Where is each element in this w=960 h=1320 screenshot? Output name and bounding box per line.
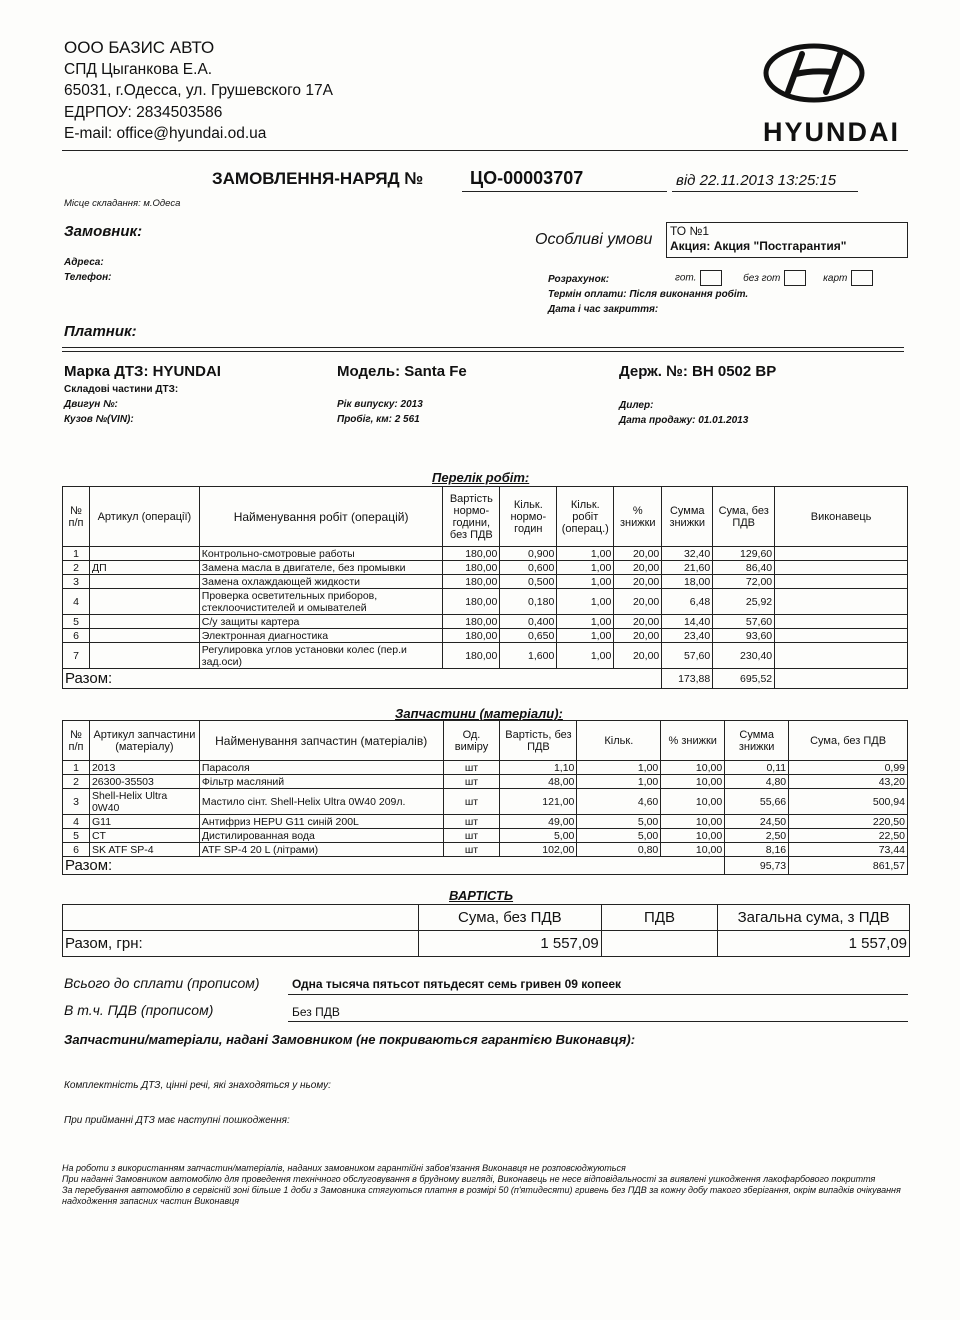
parts-row — [63, 789, 908, 815]
works-row-cell — [89, 589, 199, 615]
works-header-row — [63, 487, 908, 547]
works-row-cell — [775, 629, 908, 643]
parts-total-label: Разом: — [63, 857, 725, 875]
works-row-cell: 20,00 — [614, 561, 662, 575]
hyundai-logo — [752, 40, 902, 147]
parts-row — [63, 843, 908, 857]
parts-header-row — [63, 721, 908, 761]
company-name: ООО БАЗИС АВТО — [64, 38, 215, 57]
parts-header: Артикул запчастини (матеріалу) — [89, 721, 199, 761]
brand-name: HYUNDAI — [762, 117, 900, 147]
parts-row-cell: 26300-35503 — [89, 775, 199, 789]
works-row-cell: 180,00 — [443, 547, 500, 561]
vat-words-text: Без ПДВ — [292, 1005, 340, 1019]
cost-row — [63, 931, 910, 957]
parts-header: № п/п — [63, 721, 90, 761]
footer-note-3: За перебування автомобілю в сервісній зоні більше 1 доби з Замовника стягуються платня в розмірі 50 (п'ятидесяти) гривень без ПДВ за кожну добу такого зберігання, окрім випадків очікування надходження запасних частин Виконавця — [62, 1185, 901, 1206]
order-number-underline — [462, 191, 667, 192]
order-date-underline — [672, 191, 858, 192]
cost-title: ВАРТІСТЬ — [449, 888, 514, 903]
works-row-cell: 0,180 — [500, 589, 557, 615]
parts-row-cell: 55,66 — [725, 789, 789, 815]
works-row-cell: 25,92 — [713, 589, 775, 615]
works-title: Перелік робіт: — [432, 470, 530, 485]
parts-row-cell: 5,00 — [577, 829, 661, 843]
parts-row-cell: 5,00 — [577, 815, 661, 829]
works-row-cell: 86,40 — [713, 561, 775, 575]
vehicle-vin: Кузов №(VIN): — [64, 414, 134, 425]
works-row-cell: 6,48 — [662, 589, 713, 615]
works-row-cell — [89, 547, 199, 561]
parts-row-cell: шт — [443, 815, 500, 829]
parts-header: % знижки — [661, 721, 725, 761]
parts-row-cell: ATF SP-4 20 L (літрами) — [199, 843, 443, 857]
works-row-cell: 1,00 — [557, 575, 614, 589]
works-row-cell: 0,600 — [500, 561, 557, 575]
works-row — [63, 615, 908, 629]
phone-label: Телефон: — [64, 272, 112, 283]
parts-title: Запчастини (матеріали): — [395, 706, 563, 721]
parts-row-cell: 1,10 — [500, 761, 577, 775]
works-row-cell: 1,00 — [557, 629, 614, 643]
cost-header-total: Загальна сума, з ПДВ — [718, 905, 910, 931]
works-row-cell: 2 — [63, 561, 90, 575]
works-row-cell: 1,00 — [557, 561, 614, 575]
company-edrpou: ЕДРПОУ: 2834503586 — [64, 103, 223, 121]
cost-table — [62, 904, 910, 957]
parts-row-cell: 22,50 — [789, 829, 908, 843]
works-row-cell: 0,500 — [500, 575, 557, 589]
works-row-cell: Контрольно-смотровые работы — [199, 547, 443, 561]
parts-row-cell: 2,50 — [725, 829, 789, 843]
conditions-line2: Акция: Акция "Постгарантия" — [670, 239, 847, 253]
works-row-cell: С/у защиты картера — [199, 615, 443, 629]
works-row-cell: 93,60 — [713, 629, 775, 643]
works-row-cell: 180,00 — [443, 575, 500, 589]
parts-total-discount: 95,73 — [725, 857, 789, 875]
parts-row-cell: 5 — [63, 829, 90, 843]
parts-row-cell: 6 — [63, 843, 90, 857]
vehicle-sale-date: Дата продажу: 01.01.2013 — [619, 415, 749, 426]
card-label: карт — [823, 272, 848, 284]
payment-term: Термін оплати: Після виконання робіт. — [548, 289, 749, 300]
works-row-cell: 20,00 — [614, 575, 662, 589]
company-person: СПД Цыганкова Е.А. — [64, 60, 213, 78]
works-row — [63, 575, 908, 589]
parts-row-cell: 2 — [63, 775, 90, 789]
cost-header-sum: Сума, без ПДВ — [418, 905, 601, 931]
works-row-cell: 20,00 — [614, 589, 662, 615]
cost-sum: 1 557,09 — [418, 931, 601, 957]
works-header: Вартість нормо-години, без ПДВ — [443, 487, 500, 547]
works-row-cell: 0,400 — [500, 615, 557, 629]
footer-note-1: На роботи з використанням запчастин/матеріалів, наданих замовником гарантійні забов'язання Виконавця не розповсюджуються — [62, 1163, 626, 1173]
payment-options — [675, 270, 873, 286]
parts-row-cell: 10,00 — [661, 829, 725, 843]
works-row-cell: 20,00 — [614, 629, 662, 643]
parts-row-cell: 1,00 — [577, 775, 661, 789]
works-header: Виконавець — [775, 487, 908, 547]
works-row-cell: 180,00 — [443, 561, 500, 575]
company-address: 65031, г.Одесса, ул. Грушевского 17А — [64, 82, 333, 99]
works-row-cell: 3 — [63, 575, 90, 589]
works-row-cell: 23,40 — [662, 629, 713, 643]
works-row-cell: 1,600 — [500, 643, 557, 669]
works-row-cell: 6 — [63, 629, 90, 643]
parts-row-cell: 4,60 — [577, 789, 661, 815]
works-header: Артикул (операції) — [89, 487, 199, 547]
parts-header: Кільк. — [577, 721, 661, 761]
noncash-checkbox[interactable] — [784, 270, 806, 286]
parts-total-sum: 861,57 — [789, 857, 908, 875]
parts-row-cell: Антифриз HEPU G11 синій 200L — [199, 815, 443, 829]
parts-row-cell: 8,16 — [725, 843, 789, 857]
works-row-cell — [775, 575, 908, 589]
parts-table — [62, 720, 908, 875]
parts-row-cell: Дистилированная вода — [199, 829, 443, 843]
works-row-cell: 1 — [63, 547, 90, 561]
vehicle-mileage: Пробіг, км: 2 561 — [337, 414, 420, 425]
vehicle-divider-1 — [62, 347, 904, 348]
works-row-cell: 18,00 — [662, 575, 713, 589]
parts-header: Сума, без ПДВ — [789, 721, 908, 761]
parts-row-cell: 10,00 — [661, 789, 725, 815]
works-row-cell: 180,00 — [443, 629, 500, 643]
parts-row-cell: шт — [443, 829, 500, 843]
works-header: Кільк. нормо-годин — [500, 487, 557, 547]
works-row-cell: 5 — [63, 615, 90, 629]
works-header: Найменування робіт (операцій) — [199, 487, 443, 547]
parts-header: Сумма знижки — [725, 721, 789, 761]
cost-header-row — [63, 905, 910, 931]
parts-row-cell: шт — [443, 775, 500, 789]
parts-row-cell: 500,94 — [789, 789, 908, 815]
cost-total: 1 557,09 — [718, 931, 910, 957]
parts-row-cell: шт — [443, 761, 500, 775]
works-row-cell: Замена охлаждающей жидкости — [199, 575, 443, 589]
parts-row-cell: CT — [89, 829, 199, 843]
parts-row-cell: 0,80 — [577, 843, 661, 857]
works-row — [63, 589, 908, 615]
parts-row-cell: 121,00 — [500, 789, 577, 815]
parts-header: Од. виміру — [443, 721, 500, 761]
works-row-cell: 1,00 — [557, 547, 614, 561]
payer-label: Платник: — [64, 323, 137, 340]
order-date: від 22.11.2013 13:25:15 — [676, 172, 837, 189]
company-email: E-mail: office@hyundai.od.ua — [64, 125, 267, 142]
works-row-cell: 180,00 — [443, 643, 500, 669]
cost-header-empty — [63, 905, 419, 931]
company-info — [64, 37, 333, 145]
works-row — [63, 561, 908, 575]
works-row-cell: Проверка осветительных приборов, стеклоочистителей и омывателей — [199, 589, 443, 615]
works-row-cell: Замена масла в двигателе, без промывки — [199, 561, 443, 575]
address-label: Адреса: — [64, 257, 104, 268]
parts-row-cell: 0,11 — [725, 761, 789, 775]
parts-row-cell: 10,00 — [661, 761, 725, 775]
close-datetime: Дата і час закриття: — [548, 304, 659, 315]
completeness-note: Комплектність ДТЗ, цінні речі, які знаходяться у ньому: — [64, 1080, 331, 1091]
vehicle-parts: Складові частини ДТЗ: — [64, 384, 179, 395]
parts-row-cell: SK ATF SP-4 — [89, 843, 199, 857]
cash-checkbox[interactable] — [700, 270, 722, 286]
works-row-cell: 32,40 — [662, 547, 713, 561]
works-row-cell: 180,00 — [443, 589, 500, 615]
total-words-label: Всього до сплати (прописом) — [64, 975, 260, 991]
works-row — [63, 547, 908, 561]
works-header: % знижки — [614, 487, 662, 547]
works-row — [63, 643, 908, 669]
parts-header: Найменування запчастин (матеріалів) — [199, 721, 443, 761]
vehicle-model: Модель: Santa Fe — [337, 363, 467, 380]
works-row-cell — [89, 643, 199, 669]
works-row-cell: 14,40 — [662, 615, 713, 629]
parts-row-cell: 10,00 — [661, 775, 725, 789]
works-total-label: Разом: — [63, 669, 662, 689]
works-total-discount: 173,88 — [662, 669, 713, 689]
vat-words-underline — [288, 1021, 908, 1022]
cost-header-vat: ПДВ — [601, 905, 718, 931]
parts-row — [63, 829, 908, 843]
parts-row-cell: 102,00 — [500, 843, 577, 857]
parts-header: Вартість, без ПДВ — [500, 721, 577, 761]
total-words-text: Одна тысяча пятьсот пятьдесят семь гривен 09 копеек — [292, 977, 622, 991]
card-checkbox[interactable] — [851, 270, 873, 286]
conditions-label: Особливі умови — [535, 231, 653, 248]
vehicle-year: Рік випуску: 2013 — [337, 399, 423, 410]
parts-row-cell: 1,00 — [577, 761, 661, 775]
parts-row-cell: Мастило сінт. Shell-Helix Ultra 0W40 209л. — [199, 789, 443, 815]
conditions-line1: ТО №1 — [670, 224, 710, 238]
parts-row-cell: шт — [443, 789, 500, 815]
works-row — [63, 629, 908, 643]
works-row-cell: 20,00 — [614, 547, 662, 561]
footer-notes — [62, 1163, 902, 1207]
parts-row — [63, 761, 908, 775]
parts-row-cell: 1 — [63, 761, 90, 775]
works-row-cell: 1,00 — [557, 589, 614, 615]
works-row-cell: 57,60 — [662, 643, 713, 669]
total-words-underline — [288, 994, 908, 995]
payment-label: Розрахунок: — [548, 274, 610, 285]
works-row-cell: 1,00 — [557, 643, 614, 669]
cash-label: гот. — [675, 272, 697, 284]
header-divider — [62, 150, 908, 151]
works-row-cell: 0,900 — [500, 547, 557, 561]
works-table — [62, 486, 908, 689]
order-place: Місце складання: м.Одеса — [64, 198, 181, 209]
works-row-cell — [775, 615, 908, 629]
order-title: ЗАМОВЛЕННЯ-НАРЯД № — [212, 169, 424, 188]
cost-vat — [601, 931, 718, 957]
works-row-cell: 7 — [63, 643, 90, 669]
order-number: ЦО-00003707 — [470, 168, 584, 188]
vat-words-label: В т.ч. ПДВ (прописом) — [64, 1002, 214, 1018]
parts-row-cell: 10,00 — [661, 843, 725, 857]
parts-row-cell: 24,50 — [725, 815, 789, 829]
works-header: № п/п — [63, 487, 90, 547]
vehicle-dealer: Дилер: — [619, 400, 654, 411]
works-row-cell: 20,00 — [614, 615, 662, 629]
works-row-cell: 129,60 — [713, 547, 775, 561]
works-total-sum: 695,52 — [713, 669, 775, 689]
works-row-cell — [775, 589, 908, 615]
vehicle-plate: Держ. №: ВН 0502 ВР — [619, 363, 777, 380]
works-row-cell: 230,40 — [713, 643, 775, 669]
works-row-cell — [775, 547, 908, 561]
parts-row-cell: Парасоля — [199, 761, 443, 775]
footer-note-2: При наданні Замовником автомобілю для проведення технічного обслуговування в брудному вигляді, Виконавець не несе відповідальності за виявлені ушкодження лакофарбового покриття — [62, 1174, 876, 1184]
cost-row-label: Разом, грн: — [63, 931, 419, 957]
hyundai-emblem-icon — [752, 40, 902, 110]
works-row-cell — [775, 643, 908, 669]
vehicle-divider-2 — [62, 351, 904, 352]
works-header: Сума, без ПДВ — [713, 487, 775, 547]
parts-row-cell: 2013 — [89, 761, 199, 775]
works-row-cell — [89, 615, 199, 629]
parts-row-cell: 220,50 — [789, 815, 908, 829]
parts-row-cell: 48,00 — [500, 775, 577, 789]
parts-total-row — [63, 857, 908, 875]
conditions-box — [666, 222, 908, 258]
works-row-cell — [89, 629, 199, 643]
parts-row-cell: 5,00 — [500, 829, 577, 843]
works-header: Сумма знижки — [662, 487, 713, 547]
noncash-label: без гот — [743, 272, 781, 284]
parts-row — [63, 775, 908, 789]
damages-note: При прийманні ДТЗ має наступні пошкодження: — [64, 1115, 290, 1126]
parts-row-cell: 4,80 — [725, 775, 789, 789]
parts-row-cell: G11 — [89, 815, 199, 829]
parts-row — [63, 815, 908, 829]
works-row-cell — [775, 561, 908, 575]
works-row-cell: Регулировка углов установки колес (пер.и зад.оси) — [199, 643, 443, 669]
works-row-cell: 72,00 — [713, 575, 775, 589]
works-row-cell: 1,00 — [557, 615, 614, 629]
works-row-cell — [89, 575, 199, 589]
parts-row-cell: 73,44 — [789, 843, 908, 857]
vehicle-make: Марка ДТЗ: HYUNDAI — [64, 363, 221, 380]
works-total-row — [63, 669, 908, 689]
parts-row-cell: 49,00 — [500, 815, 577, 829]
parts-row-cell: 3 — [63, 789, 90, 815]
vehicle-engine: Двигун №: — [64, 399, 118, 410]
works-row-cell: 20,00 — [614, 643, 662, 669]
parts-row-cell: 0,99 — [789, 761, 908, 775]
works-row-cell: 4 — [63, 589, 90, 615]
works-header: Кільк. робіт (операц.) — [557, 487, 614, 547]
works-row-cell: Электронная диагностика — [199, 629, 443, 643]
works-row-cell: 21,60 — [662, 561, 713, 575]
parts-row-cell: 4 — [63, 815, 90, 829]
parts-row-cell: шт — [443, 843, 500, 857]
works-row-cell: 57,60 — [713, 615, 775, 629]
customer-label: Замовник: — [64, 223, 143, 240]
works-row-cell: ДП — [89, 561, 199, 575]
works-row-cell: 0,650 — [500, 629, 557, 643]
customer-parts-note: Запчастини/матеріали, надані Замовником (не покриваються гарантією Виконавця): — [64, 1032, 636, 1047]
parts-row-cell: 10,00 — [661, 815, 725, 829]
parts-row-cell: Фільтр масляний — [199, 775, 443, 789]
works-total-empty — [775, 669, 908, 689]
parts-row-cell: Shell-Helix Ultra 0W40 — [89, 789, 199, 815]
parts-row-cell: 43,20 — [789, 775, 908, 789]
works-row-cell: 180,00 — [443, 615, 500, 629]
